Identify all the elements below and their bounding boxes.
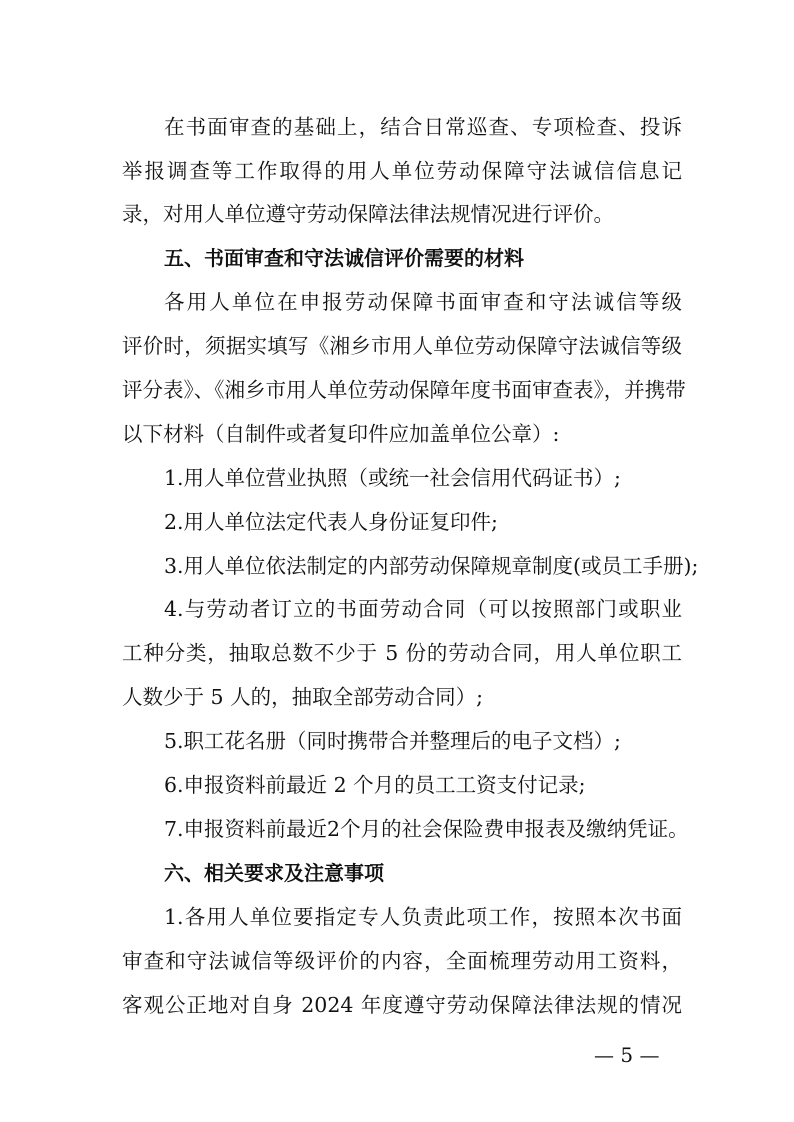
list-item: 7.申报资料前最近2个月的社会保险费申报表及缴纳凭证。 — [164, 817, 689, 841]
list-item: 5.职工花名册（同时携带合并整理后的电子文档）; — [164, 729, 621, 753]
paragraph-line: 在书面审查的基础上，结合日常巡查、专项检查、投诉 — [164, 115, 682, 139]
section-heading: 五、书面审查和守法诚信评价需要的材料 — [164, 246, 524, 270]
page-number: — 5 — — [594, 1043, 660, 1067]
list-item: 1.用人单位营业执照（或统一社会信用代码证书）; — [164, 466, 621, 490]
paragraph-line: 评分表》、《湘乡市用人单位劳动保障年度书面审查表》，并携带 — [122, 378, 686, 402]
list-item: 2.用人单位法定代表人身份证复印件; — [164, 510, 498, 534]
list-item-continuation: 人数少于 5 人的，抽取全部劳动合同）; — [122, 685, 483, 709]
paragraph-line: 录，对用人单位遵守劳动保障法律法规情况进行评价。 — [122, 202, 614, 226]
paragraph-line: 举报调查等工作取得的用人单位劳动保障守法诚信信息记 — [122, 159, 682, 183]
list-item: 4.与劳动者订立的书面劳动合同（可以按照部门或职业 — [164, 597, 682, 621]
paragraph-line: 客观公正地对自身 2024 年度遵守劳动保障法律法规的情况 — [122, 993, 682, 1017]
paragraph-line: 评价时，须据实填写《湘乡市用人单位劳动保障守法诚信等级 — [122, 334, 682, 358]
paragraph-line: 以下材料（自制件或者复印件应加盖单位公章）: — [122, 422, 560, 446]
paragraph-line: 审查和守法诚信等级评价的内容，全面梳理劳动用工资料， — [122, 949, 682, 973]
list-item: 6.申报资料前最近 2 个月的员工工资支付记录; — [164, 773, 586, 797]
paragraph-line: 1.各用人单位要指定专人负责此项工作，按照本次书面 — [164, 905, 682, 929]
paragraph-line: 各用人单位在申报劳动保障书面审查和守法诚信等级 — [164, 290, 682, 314]
list-item: 3.用人单位依法制定的内部劳动保障规章制度(或员工手册); — [164, 554, 699, 578]
list-item-continuation: 工种分类，抽取总数不少于 5 份的劳动合同，用人单位职工 — [122, 641, 682, 665]
section-heading: 六、相关要求及注意事项 — [164, 861, 384, 885]
